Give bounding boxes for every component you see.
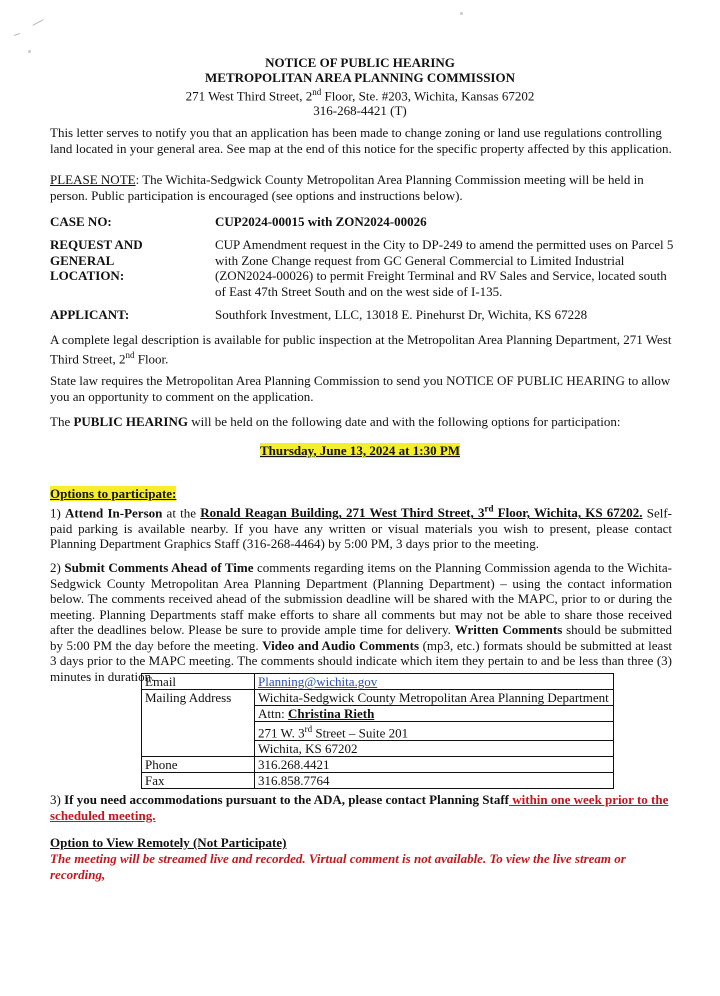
table-row xyxy=(142,757,614,773)
opt2-video: Video and Audio Comments xyxy=(262,637,420,653)
opt2-num: 2) xyxy=(50,560,65,575)
scan-dot xyxy=(28,50,31,53)
notice-header xyxy=(0,55,720,118)
hearing-date-text: Thursday, June 13, 2024 at 1:30 PM xyxy=(259,443,461,458)
opt2-title: Submit Comments Ahead of Time xyxy=(64,560,254,575)
opt2-text2: should be submitted by 5:00 PM the day before the meeting. xyxy=(50,622,672,653)
remote-heading xyxy=(50,835,672,851)
state-law-paragraph xyxy=(50,373,672,404)
phone-value: 316.268.4421 xyxy=(255,757,614,773)
opt3-num: 3) xyxy=(50,792,65,807)
legal-text: A complete legal description is available for public inspection at the Metropolitan Area Planning Department, 271 West Third Street, 2 xyxy=(50,332,672,366)
intro-paragraph xyxy=(50,125,672,156)
legal-text-end: Floor. xyxy=(134,350,169,366)
intro-text: This letter serves to notify you that an application has been made to change zoning or land use regulations controlling land located in your general area. See map at the end of this notice for the specific property affected by this application. xyxy=(50,125,672,156)
email-link[interactable]: Planning@wichita.gov xyxy=(258,674,378,689)
case-label: CASE NO: xyxy=(50,214,112,229)
table-row xyxy=(142,690,614,757)
note-label: PLEASE NOTE xyxy=(50,172,136,187)
hearing-date xyxy=(0,443,720,459)
mailing-cell xyxy=(255,690,614,757)
email-label: Email xyxy=(142,674,255,690)
opt2-written: Written Comments xyxy=(454,622,563,637)
case-value: CUP2024-00015 with ZON2024-00026 xyxy=(215,214,427,229)
opt1-title: Attend In-Person xyxy=(65,505,163,521)
header-commission: METROPOLITAN AREA PLANNING COMMISSION xyxy=(205,70,515,85)
table-row xyxy=(142,674,614,690)
option-submit-comments xyxy=(50,560,672,684)
header-phone: 316-268-4421 (T) xyxy=(313,103,407,119)
applicant-label: APPLICANT: xyxy=(50,307,130,322)
fax-label: Fax xyxy=(142,773,255,789)
phone-label: Phone xyxy=(142,757,255,773)
opt1-rest: Self-paid parking is available nearby. If you have any written or visual materials you wish to present, please contact Planning Department Graphics Staff (316-268-4464) by 5:00 PM, 3 days prior to the meeting. xyxy=(50,505,672,552)
attn-pre: Attn: xyxy=(258,706,288,721)
option-in-person xyxy=(50,502,672,552)
table-row xyxy=(142,773,614,789)
remote-heading-text: Option to View Remotely (Not Participate) xyxy=(50,835,287,850)
mail-attn xyxy=(255,706,613,722)
note-text: : The Wichita-Sedgwick County Metropolitan Area Planning Commission meeting will be held in person. Public participation is encouraged (see options and instructions below). xyxy=(50,172,644,203)
street-post: Street – Suite 201 xyxy=(312,725,409,741)
opt1-num: 1) xyxy=(50,505,66,521)
request-value: CUP Amendment request in the City to DP-249 to amend the permitted uses on Parcel 5 with Zone Change request from GC General Commercial to Limited Industrial (ZON2024-00026) to permit Freight Terminal and RV Sales and Service, located south of East 47th Street South and on the west side of I-135. xyxy=(215,237,674,299)
mailing-label: Mailing Address xyxy=(142,690,255,757)
header-title: NOTICE OF PUBLIC HEARING xyxy=(265,55,455,70)
opt3-deadline: within one week prior to the scheduled meeting. xyxy=(50,792,669,823)
opt1-mid: at the xyxy=(162,505,201,521)
scan-mark xyxy=(14,33,20,36)
remote-text: The meeting will be streamed live and recorded. Virtual comment is not available. To view the live stream or recording, xyxy=(50,851,626,882)
address-text-end: Floor, Ste. #203, Wichita, Kansas 67202 xyxy=(321,88,535,104)
hearing-paragraph xyxy=(50,414,672,430)
note-paragraph xyxy=(50,172,672,203)
street-sup: rd xyxy=(304,724,313,734)
contact-table xyxy=(141,673,614,789)
scan-mark xyxy=(32,19,43,26)
mail-street xyxy=(255,722,613,741)
opt1-place-text: Ronald Reagan Building, 271 West Third Street, 3 xyxy=(200,505,485,521)
hearing-pre: The xyxy=(50,414,74,429)
hearing-bold: PUBLIC HEARING xyxy=(73,414,188,429)
mail-org: Wichita-Sedgwick County Metropolitan Area Planning Department xyxy=(255,690,613,706)
applicant-value: Southfork Investment, LLC, 13018 E. Pinehurst Dr, Wichita, KS 67228 xyxy=(215,307,588,322)
fax-value: 316.858.7764 xyxy=(255,773,614,789)
header-address xyxy=(0,85,720,103)
state-law-text: State law requires the Metropolitan Area Planning Commission to send you NOTICE OF PUBLIC HEARING to allow you an opportunity to comment on the application. xyxy=(50,373,671,404)
scan-dot xyxy=(460,12,463,15)
opt1-place-sup: rd xyxy=(484,504,494,514)
address-sup: nd xyxy=(312,87,322,97)
request-label: REQUEST AND GENERAL LOCATION: xyxy=(50,237,143,283)
opt3-bold: If you need accommodations pursuant to the ADA, please contact Planning Staff xyxy=(64,792,509,807)
options-heading-text: Options to participate: xyxy=(50,486,177,501)
option-ada xyxy=(50,792,672,823)
legal-paragraph xyxy=(50,332,672,366)
legal-sup: nd xyxy=(125,349,135,360)
opt1-place-end: Floor, Wichita, KS 67202. xyxy=(493,505,643,521)
opt1-place xyxy=(200,505,642,520)
hearing-post: will be held on the following date and with the following options for participation: xyxy=(187,414,621,429)
opt2-text1: comments regarding items on the Planning Commission agenda to the Wichita-Sedgwick County Metropolitan Area Planning Department (Planning Department) – using the contact information below. The comments received ahead of the submission deadline will be shared with the MAPC, prior to or during the meeting. Planning Departments staff make efforts to share all comments but may not be able to share those received after the deadlines below. Please be sure to provide ample time for delivery. xyxy=(50,560,672,637)
options-heading xyxy=(50,486,672,502)
street-pre: 271 W. 3 xyxy=(258,725,305,741)
email-cell xyxy=(255,674,614,690)
mail-city: Wichita, KS 67202 xyxy=(258,741,358,757)
opt2-text3: (mp3, etc.) formats should be submitted at least 3 days prior to the MAPC meeting. The comments should indicate which item they pertain to and be less than three (3) minutes in duration. xyxy=(50,637,672,684)
remote-paragraph xyxy=(50,851,680,882)
address-text: 271 West Third Street, 2 xyxy=(185,88,313,104)
attn-name: Christina Rieth xyxy=(287,706,375,721)
